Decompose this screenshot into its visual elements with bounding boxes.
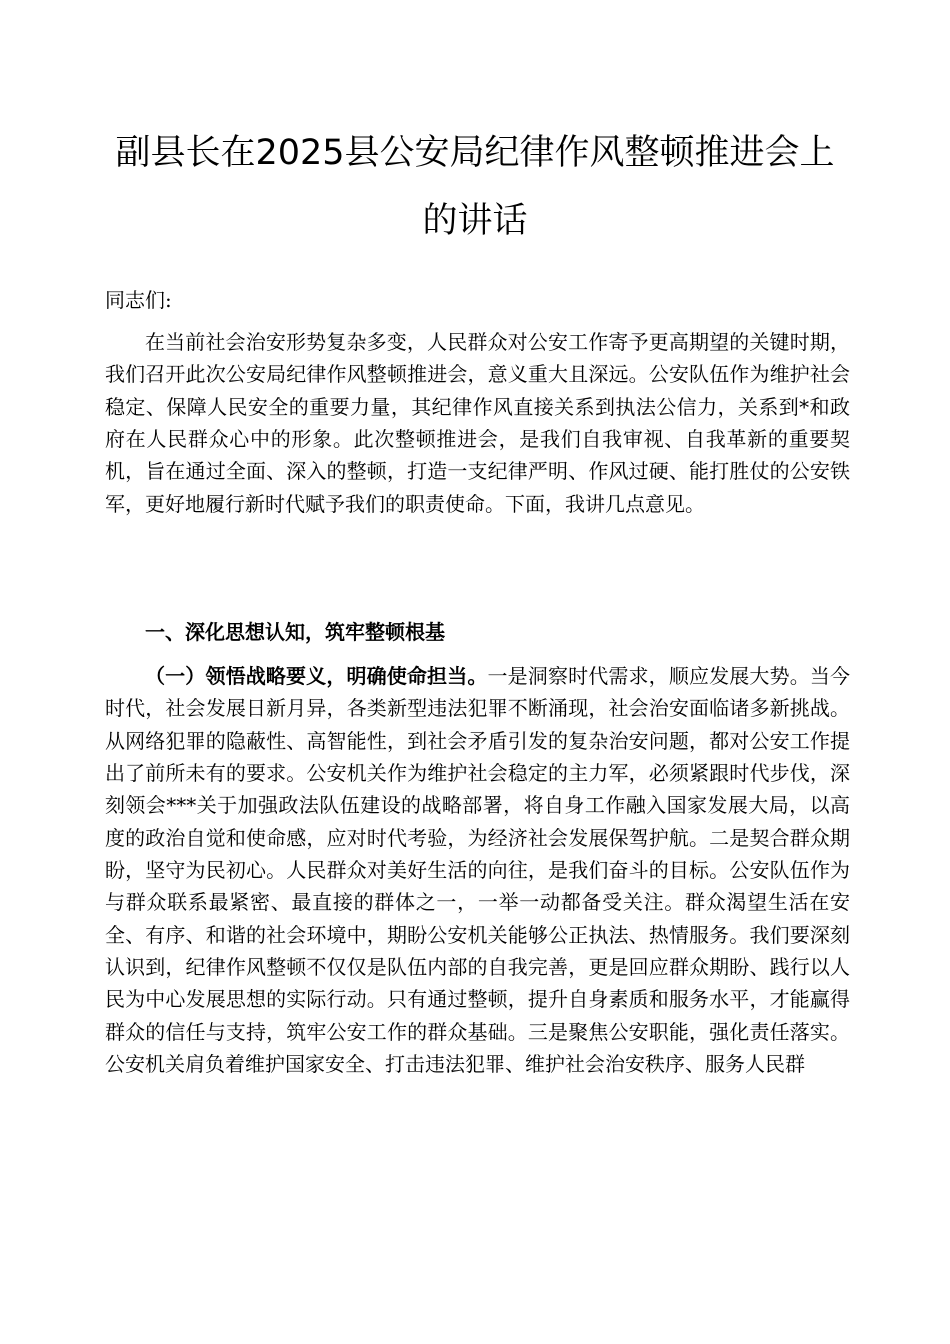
subsection-1-text: 一是洞察时代需求，顺应发展大势。当今时代，社会发展日新月异，各类新型违法犯罪不断涌现，社会治安面临诸多新挑战。从网络犯罪的隐蔽性、高智能性，到社会矛盾引发的复杂治安问题，都对公安工作提出了前所未有的要求。公安机关作为维护社会稳定的主力军，必须紧跟时代步伐，深刻领会***关于加强政法队伍建设的战略部署，将自身工作融入国家发展大局，以高度的政治自觉和使命感，应对时代考验，为经济社会发展保驾护航。二是契合群众期盼，坚守为民初心。人民群众对美好生活的向往，是我们奋斗的目标。公安队伍作为与群众联系最紧密、最直接的群体之一，一举一动都备受关注。群众渴望生活在安全、有序、和谐的社会环境中，期盼公安机关能够公正执法、热情服务。我们要深刻认识到，纪律作风整顿不仅仅是队伍内部的自我完善，更是回应群众期盼、践行以人民为中心发展思想的实际行动。只有通过整顿，提升自身素质和服务水平，才能赢得群众的信任与支持，筑牢公安工作的群众基础。三是聚焦公安职能，强化责任落实。公安机关肩负着维护国家安全、打击违法犯罪、维护社会治安秩序、服务人民群 <box>105 664 850 1077</box>
salutation: 同志们: <box>105 288 172 312</box>
subsection-1-heading: （一）领悟战略要义，明确使命担当。 <box>145 664 488 688</box>
section-1-paragraph-1 <box>105 660 850 1080</box>
intro-paragraph: 在当前社会治安形势复杂多变，人民群众对公安工作寄予更高期望的关键时期，我们召开此次公安局纪律作风整顿推进会，意义重大且深远。公安队伍作为维护社会稳定、保障人民安全的重要力量，其纪律作风直接关系到执法公信力，关系到*和政府在人民群众心中的形象。此次整顿推进会，是我们自我审视、自我革新的重要契机，旨在通过全面、深入的整顿，打造一支纪律严明、作风过硬、能打胜仗的公安铁军，更好地履行新时代赋予我们的职责使命。下面，我讲几点意见。 <box>105 330 850 516</box>
section-1-heading: 一、深化思想认知，筑牢整顿根基 <box>145 620 445 644</box>
document-title-line-1: 副县长在2025县公安局纪律作风整顿推进会上 <box>115 133 835 173</box>
document-title-line-2: 的讲话 <box>422 201 528 241</box>
